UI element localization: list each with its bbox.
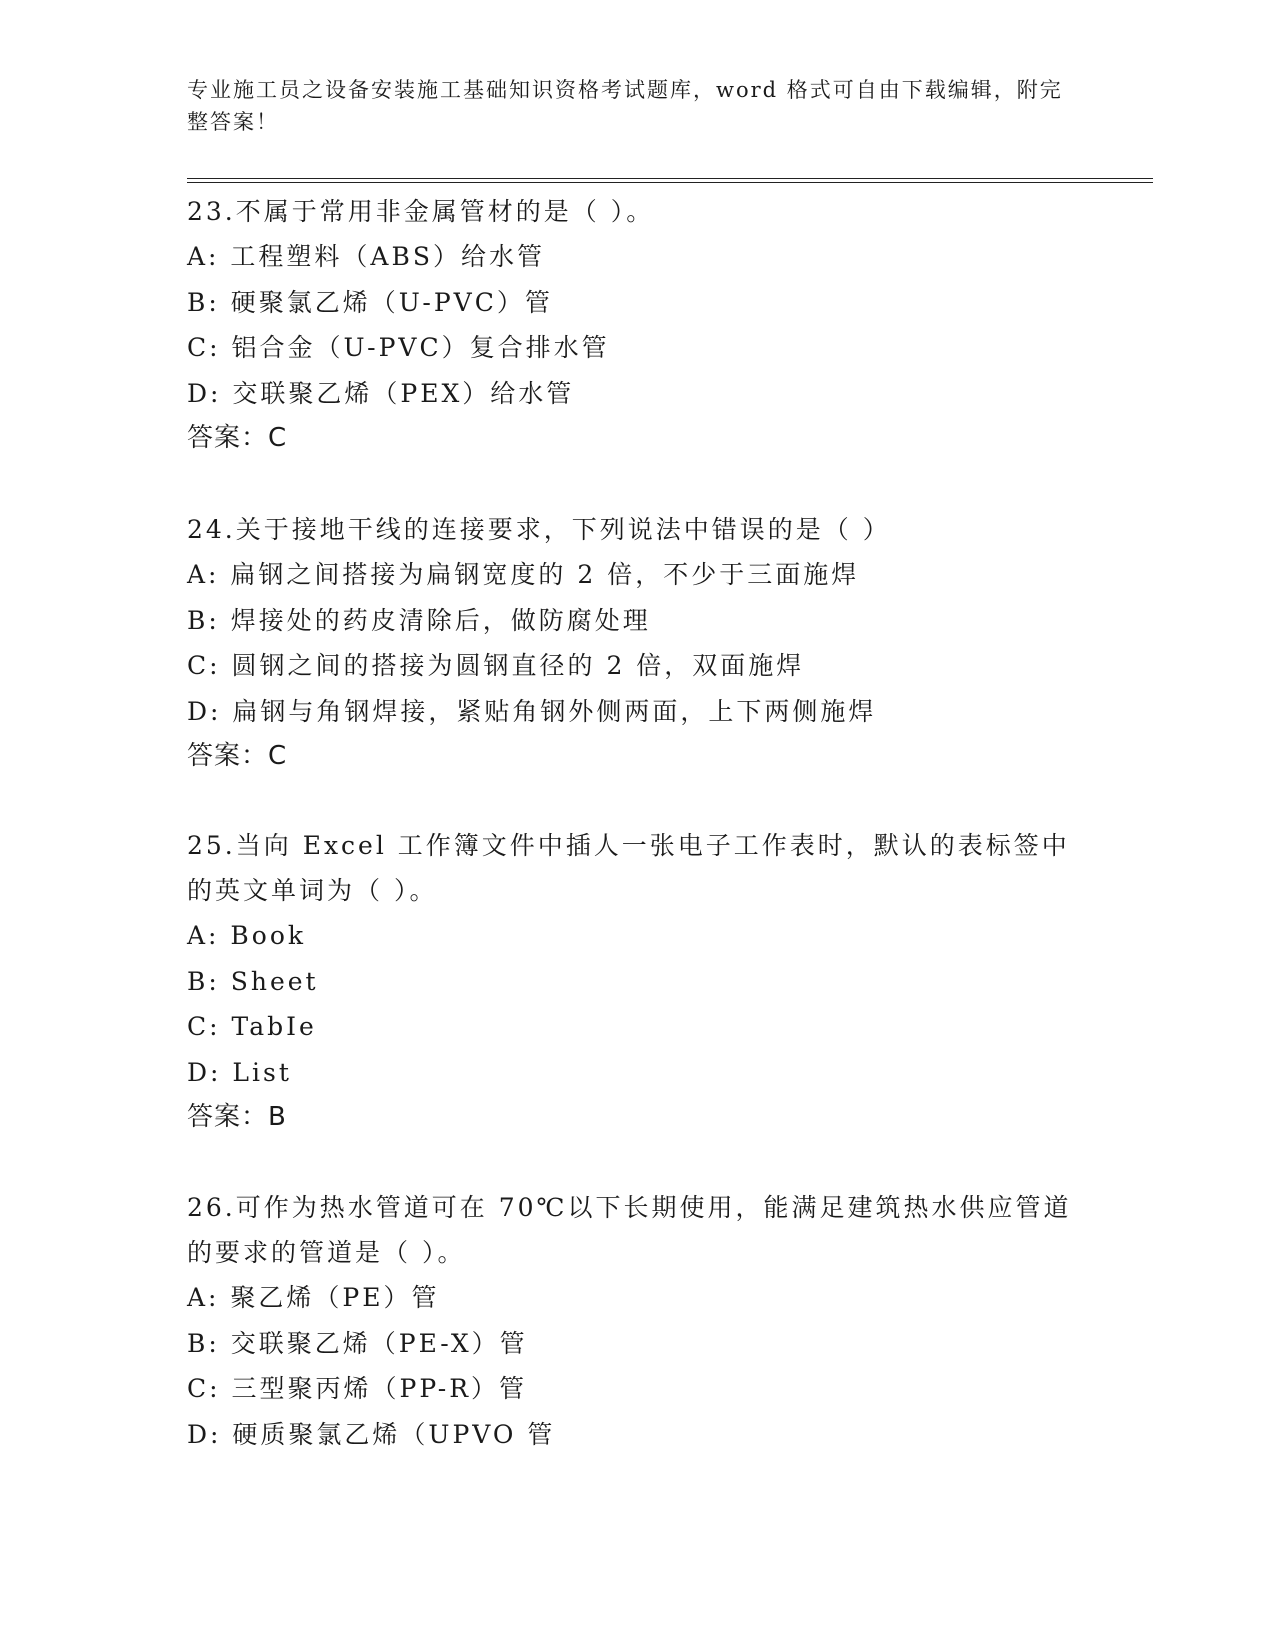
option-d: D: List bbox=[187, 1057, 292, 1087]
option-b: B: 交联聚乙烯（PE-X）管 bbox=[187, 1328, 528, 1358]
option-c: C: 铝合金（U-PVC）复合排水管 bbox=[187, 333, 610, 362]
question-stem: 23.不属于常用非金属管材的是（ ）。 bbox=[187, 197, 655, 226]
document-intro: 专业施工员之设备安装施工基础知识资格考试题库，word 格式可自由下载编辑，附完整答案！ bbox=[187, 78, 1063, 134]
option-a: A: 工程塑料（ABS）给水管 bbox=[187, 242, 545, 271]
option-d: D: 扁钢与角钢焊接，紧贴角钢外侧两面，上下两侧施焊 bbox=[187, 696, 877, 726]
question-24 bbox=[187, 507, 1087, 779]
question-23 bbox=[187, 189, 1087, 461]
question-stem: 24.关于接地干线的连接要求，下列说法中错误的是（ ） bbox=[187, 515, 891, 544]
option-b: B: 焊接处的药皮清除后，做防腐处理 bbox=[187, 605, 651, 635]
option-d: D: 交联聚乙烯（PEX）给水管 bbox=[187, 378, 575, 408]
answer: 答案：C bbox=[187, 741, 288, 771]
option-d: D: 硬质聚氯乙烯（UPVO 管 bbox=[187, 1419, 556, 1449]
question-26 bbox=[187, 1185, 1087, 1457]
answer: 答案：C bbox=[187, 423, 288, 453]
option-b: B: 硬聚氯乙烯（U-PVC）管 bbox=[187, 287, 553, 317]
question-stem: 26.可作为热水管道可在 70℃以下长期使用，能满足建筑热水供应管道的要求的管道是（ ）。 bbox=[187, 1193, 1072, 1267]
option-c: C: TabIe bbox=[187, 1012, 317, 1041]
header-divider-bottom bbox=[187, 182, 1153, 183]
option-b: B: Sheet bbox=[187, 966, 319, 996]
option-a: A: 聚乙烯（PE）管 bbox=[187, 1283, 440, 1312]
question-25 bbox=[187, 823, 1087, 1140]
option-a: A: Book bbox=[187, 921, 307, 950]
answer: 答案：B bbox=[187, 1102, 287, 1132]
header-divider-top bbox=[187, 178, 1153, 179]
option-a: A: 扁钢之间搭接为扁钢宽度的 2 倍，不少于三面施焊 bbox=[187, 560, 860, 589]
question-stem: 25.当向 Excel 工作簿文件中插人一张电子工作表时，默认的表标签中的英文单词为（ ）。 bbox=[187, 831, 1070, 905]
option-c: C: 三型聚丙烯（PP-R）管 bbox=[187, 1374, 528, 1403]
option-c: C: 圆钢之间的搭接为圆钢直径的 2 倍，双面施焊 bbox=[187, 651, 805, 680]
